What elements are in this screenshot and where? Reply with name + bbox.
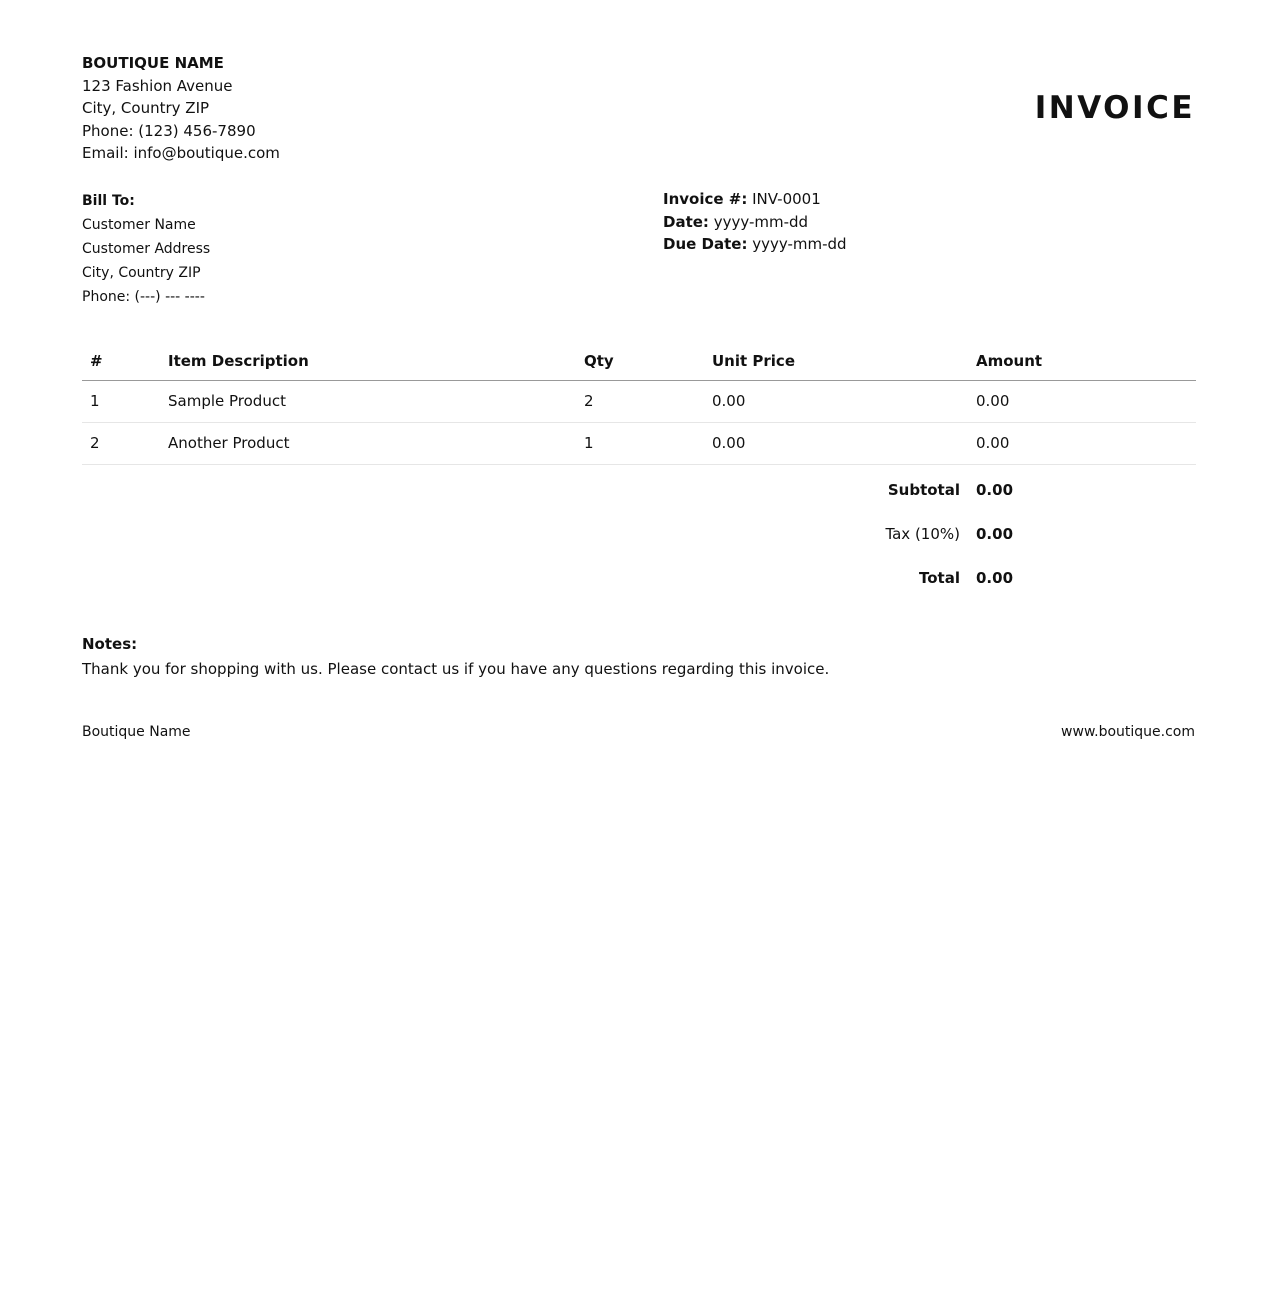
- item-description: Another Product: [168, 434, 290, 452]
- bill-to-section: [82, 189, 210, 309]
- column-header-number: #: [90, 352, 103, 370]
- due-date-label: Due Date:: [663, 235, 748, 254]
- item-unit-price: 0.00: [712, 434, 746, 452]
- footer-website: www.boutique.com: [1061, 724, 1195, 740]
- item-number: 1: [90, 392, 100, 410]
- column-header-qty: Qty: [584, 352, 614, 370]
- bill-to-heading: Bill To:: [82, 193, 135, 209]
- invoice-meta: [663, 188, 847, 256]
- items-table: [82, 341, 1196, 465]
- item-number: 2: [90, 434, 100, 452]
- table-header-row: [82, 341, 1196, 381]
- due-date-value: yyyy-mm-dd: [752, 235, 847, 254]
- item-description: Sample Product: [168, 392, 286, 410]
- totals-section: [82, 468, 1196, 600]
- invoice-date-label: Date:: [663, 212, 709, 231]
- company-address-line1: 123 Fashion Avenue: [82, 76, 233, 95]
- company-email: Email: info@boutique.com: [82, 144, 280, 163]
- notes-heading: Notes:: [82, 635, 138, 653]
- company-phone: Phone: (123) 456-7890: [82, 121, 256, 140]
- column-header-amount: Amount: [976, 352, 1043, 370]
- customer-city: City, Country ZIP: [82, 265, 201, 281]
- customer-name: Customer Name: [82, 217, 196, 233]
- item-amount: 0.00: [976, 392, 1010, 410]
- total-label: Total: [919, 569, 960, 587]
- item-unit-price: 0.00: [712, 392, 746, 410]
- subtotal-row: [82, 468, 1196, 512]
- table-row: [82, 381, 1196, 423]
- invoice-number-line: [663, 188, 847, 211]
- tax-label: Tax (10%): [885, 525, 960, 543]
- company-name: BOUTIQUE NAME: [82, 54, 224, 72]
- item-qty: 2: [584, 392, 594, 410]
- subtotal-label: Subtotal: [887, 481, 960, 499]
- company-info: [82, 52, 280, 165]
- notes-text: Thank you for shopping with us. Please contact us if you have any questions regarding this invoice.: [82, 660, 830, 678]
- notes-section: [82, 632, 829, 682]
- column-header-description: Item Description: [168, 352, 309, 370]
- table-row: [82, 423, 1196, 465]
- column-header-unit-price: Unit Price: [712, 352, 795, 370]
- invoice-date-line: [663, 211, 847, 234]
- company-address-line2: City, Country ZIP: [82, 99, 210, 118]
- tax-value: 0.00: [976, 525, 1014, 543]
- customer-address: Customer Address: [82, 241, 211, 257]
- invoice-number-value: INV-0001: [752, 190, 821, 208]
- invoice-number-label: Invoice #:: [663, 190, 748, 208]
- item-amount: 0.00: [976, 434, 1010, 452]
- tax-row: [82, 512, 1196, 556]
- customer-phone: Phone: (---) --- ----: [82, 289, 205, 305]
- total-row: [82, 556, 1196, 600]
- subtotal-value: 0.00: [976, 481, 1014, 499]
- item-qty: 1: [584, 434, 594, 452]
- invoice-title: INVOICE: [1034, 90, 1195, 126]
- total-value: 0.00: [976, 569, 1014, 587]
- invoice-date-value: yyyy-mm-dd: [713, 212, 809, 231]
- due-date-line: [663, 233, 847, 256]
- footer-company-name: Boutique Name: [82, 724, 191, 740]
